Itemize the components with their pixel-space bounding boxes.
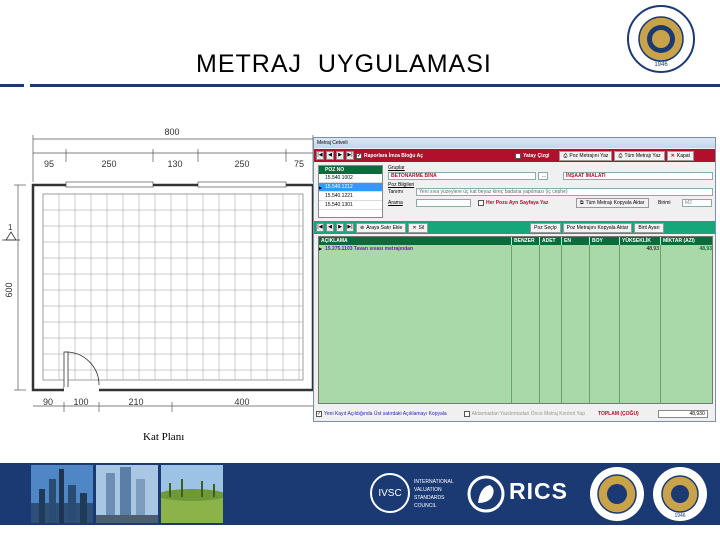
prev-record-button[interactable]: ◀ (326, 151, 334, 160)
total-value: 48,930 (658, 410, 708, 418)
grid-toolbar (314, 221, 715, 234)
city-skyline-image (31, 465, 93, 523)
dim-bottom-4: 400 (234, 397, 250, 407)
plan-caption: Kat Planı (143, 431, 185, 443)
svg-text:1946: 1946 (674, 513, 686, 519)
metraj-window (313, 137, 716, 422)
dim-top-1: 95 (43, 159, 55, 169)
poz-list-item[interactable]: 15.540.1002 (319, 174, 382, 183)
signature-block-toggle[interactable]: ✓ Raporlara İmza Bloğu Aç (357, 152, 423, 159)
printer-icon: ⎙ (618, 152, 623, 159)
checkbox-icon: ✓ (357, 152, 362, 159)
ivsc-logo: IVSC (370, 473, 410, 513)
desc-field[interactable]: Yeni sıva yüzeylere üç kat beyaz kireç badana yapılması (iç cephe) (416, 188, 713, 196)
unit-settings-button[interactable]: Birit Ayarı (634, 223, 663, 233)
print-poz-button[interactable]: ⎙ Poz Metrajını Yaz (559, 151, 612, 161)
dim-top-total: 800 (164, 127, 180, 137)
group-field[interactable]: BETONARME BİNA (388, 172, 536, 180)
print-all-button[interactable]: ⎙ Tüm Metrajı Yaz (614, 151, 664, 161)
checkbox-icon (464, 411, 470, 417)
svg-text:1946: 1946 (654, 62, 668, 68)
last-record-button[interactable]: ▶| (347, 152, 353, 158)
checkbox-icon (478, 200, 484, 206)
table-row[interactable] (319, 245, 712, 253)
university-seal-1 (589, 466, 645, 522)
copy-above-toggle[interactable]: ✓ Yeni Kayıt Açıldığında Üst satırdaki Açıklamayı Kopyala (317, 410, 447, 417)
checkbox-icon: ✓ (317, 410, 322, 417)
first-row-button[interactable]: |◀ (317, 224, 323, 230)
info-label: Poz Bilgileri (388, 182, 415, 188)
col-header-aciklama[interactable]: AÇIKLAMA (319, 237, 512, 245)
select-poz-button[interactable]: Poz Seçip (530, 223, 561, 233)
desc-label: Tanımı (388, 189, 404, 195)
col-header-en[interactable]: EN (562, 237, 590, 245)
poz-details (386, 165, 714, 217)
insert-row-button[interactable]: ⊕ Araya Satır Ekle (356, 223, 406, 233)
total-label: TOPLAM (ÇOĞU) (597, 410, 639, 417)
ivsc-text: INTERNATIONAL VALUATION STANDARDS COUNCIL (414, 479, 454, 509)
poz-list-item-selected[interactable]: ▶ 15.540.1212 (319, 183, 382, 192)
printer-icon: ⎙ (563, 152, 568, 159)
ankara-university-seal-2 (652, 466, 708, 522)
copy-icon: ⧉ (580, 200, 584, 206)
close-button[interactable]: ✕ Kapat (667, 151, 694, 161)
poz-list-header: POZ NO (319, 166, 382, 174)
row-pointer-icon: ▶ (319, 246, 323, 251)
col-header-benzer[interactable]: BENZER (512, 237, 540, 245)
metraj-grid[interactable] (318, 236, 713, 404)
ankara-university-seal (626, 4, 696, 74)
rics-lion-icon (466, 473, 506, 515)
cell-aciklama[interactable]: 15.275.1103 Tavan sıvası metrajından (325, 246, 414, 252)
next-record-button[interactable]: ▶ (336, 151, 344, 160)
search-label: Arama (388, 200, 403, 206)
top-toolbar (314, 149, 715, 162)
close-icon: ✕ (670, 152, 675, 159)
floor-plan-drawing (0, 122, 318, 447)
window-footer (314, 406, 715, 421)
copy-poz-button[interactable]: Poz Metrajını Kopyala Aktar (563, 223, 633, 233)
dim-bottom-2: 100 (73, 397, 89, 407)
last-row-button[interactable]: ▶| (347, 224, 353, 230)
delete-row-button[interactable]: ✕ Sil (408, 223, 428, 233)
col-header-adet[interactable]: ADET (540, 237, 562, 245)
dim-top-2: 250 (101, 159, 117, 169)
poz-list-item[interactable]: 15.540.1221 (319, 192, 382, 201)
towers-image (96, 465, 158, 523)
prev-row-button[interactable]: ◀ (326, 223, 334, 232)
poz-list (318, 165, 383, 218)
landscape-toggle[interactable]: Yatay Çizgi (515, 153, 549, 159)
rics-logo: RICS (509, 478, 568, 504)
group-field-2[interactable]: İNŞAAT İMALATI (563, 172, 713, 180)
cell-miktar[interactable]: 48,93 (699, 246, 712, 252)
check-before-print-toggle[interactable]: Aktarmadan Yazdırmadan Önce Metraj Kontrol Yap (464, 411, 585, 417)
title-rule-accent (0, 84, 24, 87)
group-picker-button[interactable]: … (538, 172, 548, 180)
next-row-button[interactable]: ▶ (336, 223, 344, 232)
col-header-miktar[interactable]: MİKTAR (AZI) (661, 237, 713, 245)
dim-top-5: 75 (293, 159, 305, 169)
checkbox-icon (515, 153, 521, 159)
copy-all-button[interactable]: ⧉ Tüm Metrajı Kopyala Aktar (576, 198, 649, 208)
new-page-toggle[interactable]: Her Pozu Ayrı Sayfaya Yaz (478, 200, 548, 206)
poz-list-item[interactable]: 15.540.1301 (319, 201, 382, 210)
col-header-boy[interactable]: BOY (590, 237, 620, 245)
dim-left: 600 (4, 282, 14, 298)
landscape-image (161, 465, 223, 523)
title-rule (30, 84, 720, 87)
slide-title: METRAJ UYGULAMASI (196, 50, 492, 78)
unit-label: Birimi (658, 200, 671, 206)
cell-yukseklik[interactable]: 48,93 (646, 246, 659, 252)
insert-icon: ⊕ (360, 224, 365, 231)
svg-text:1: 1 (8, 223, 13, 232)
window-title: Metraj Cetveli (314, 138, 715, 148)
unit-field[interactable]: M2 (682, 199, 712, 207)
delete-icon: ✕ (412, 224, 417, 231)
dim-bottom-3: 210 (128, 397, 144, 407)
first-record-button[interactable]: |◀ (317, 152, 323, 158)
col-header-yukseklik[interactable]: YÜKSEKLİK (620, 237, 661, 245)
group-label: Gruplar (388, 165, 405, 171)
dim-top-3: 130 (167, 159, 183, 169)
search-input[interactable] (416, 199, 471, 207)
dim-top-4: 250 (234, 159, 250, 169)
dim-bottom-1: 90 (42, 397, 54, 407)
